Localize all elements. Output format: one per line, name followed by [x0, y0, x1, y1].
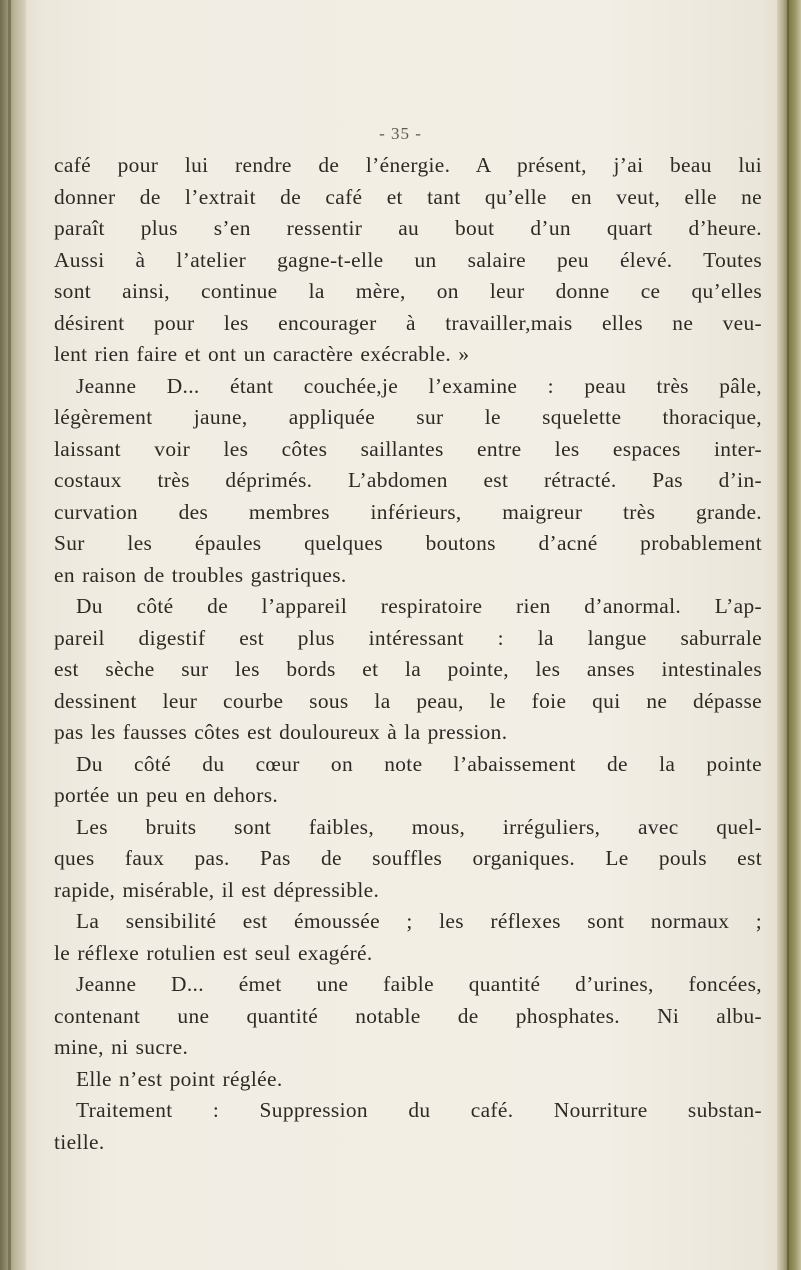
text-line: mine, ni sucre.: [54, 1035, 189, 1059]
text-line: Traitement : Suppression du café. Nourriture substan-: [76, 1098, 762, 1122]
text-line: Elle n’est point réglée.: [76, 1066, 283, 1091]
text-line: paraît plus s’en ressentir au bout d’un quart d’heure.: [54, 216, 762, 240]
text-line: Jeanne D... étant couchée,je l’examine : peau très pâle,: [76, 373, 762, 398]
page-right-edge: [777, 0, 801, 1270]
text-line: contenant une quantité notable de phosphates. Ni albu-: [54, 1003, 762, 1028]
page-binding-edge: [0, 0, 26, 1270]
text-line: sont ainsi, continue la mère, on leur donne ce qu’elles: [54, 279, 762, 303]
text-line: La sensibilité est émoussée ; les réflexes sont normaux ;: [76, 909, 762, 933]
text-line: lent rien faire et ont un caractère exécrable. »: [54, 342, 470, 366]
text-line: donner de l’extrait de café et tant qu’elle en veut, elle ne: [54, 184, 762, 209]
text-line: Sur les épaules quelques boutons d’acné probablement: [54, 531, 762, 555]
text-line: portée un peu en dehors.: [54, 783, 279, 807]
text-line: Du côté de l’appareil respiratoire rien d’anormal. L’ap-: [76, 594, 762, 618]
text-line: ques faux pas. Pas de souffles organiques. Le pouls est: [54, 846, 762, 870]
text-line: costaux très déprimés. L’abdomen est rétracté. Pas d’in-: [54, 468, 762, 492]
text-line: Aussi à l’atelier gagne-t-elle un salaire peu élevé. Toutes: [54, 247, 762, 272]
text-line: pas les fausses côtes est douloureux à la pression.: [54, 720, 508, 744]
text-line: curvation des membres inférieurs, maigreur très grande.: [54, 499, 762, 524]
text-line: tielle.: [54, 1129, 105, 1154]
text-line: en raison de troubles gastriques.: [54, 562, 347, 587]
text-line: le réflexe rotulien est seul exagéré.: [54, 940, 373, 965]
text-line: pareil digestif est plus intéressant : la langue saburrale: [54, 625, 762, 650]
text-line: légèrement jaune, appliquée sur le squelette thoracique,: [54, 405, 762, 429]
text-line: dessinent leur courbe sous la peau, le foie qui ne dépasse: [54, 688, 762, 713]
text-line: laissant voir les côtes saillantes entre les espaces inter-: [54, 436, 762, 461]
body-text: [54, 150, 762, 1158]
text-line: est sèche sur les bords et la pointe, les anses intestinales: [54, 657, 762, 681]
text-line: Les bruits sont faibles, mous, irréguliers, avec quel-: [76, 814, 762, 839]
text-line: désirent pour les encourager à travailler,mais elles ne veu-: [54, 310, 762, 335]
page-number: - 35 -: [379, 124, 422, 143]
text-line: café pour lui rendre de l’énergie. A présent, j’ai beau lui: [54, 153, 762, 177]
text-line: Du côté du cœur on note l’abaissement de la pointe: [76, 751, 762, 776]
text-line: Jeanne D... émet une faible quantité d’urines, foncées,: [76, 972, 762, 996]
text-line: rapide, misérable, il est dépressible.: [54, 877, 380, 902]
